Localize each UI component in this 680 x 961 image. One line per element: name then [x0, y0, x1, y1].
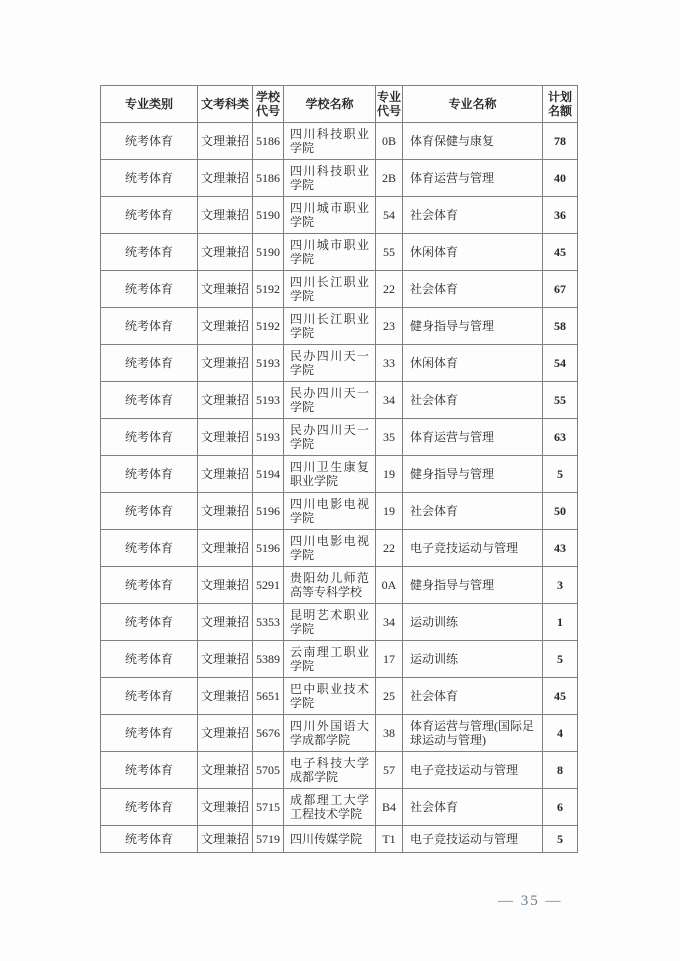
school-name-cell: 四川长江职业学院 [284, 308, 376, 345]
category-cell: 统考体育 [101, 160, 198, 197]
school-name-cell: 四川城市职业学院 [284, 234, 376, 271]
header-quota: 计划名额 [543, 86, 578, 123]
table-row [101, 419, 578, 456]
quota-cell: 40 [543, 160, 578, 197]
school-code-cell: 5651 [253, 678, 284, 715]
major-name-cell: 休闲体育 [403, 234, 543, 271]
category-cell: 统考体育 [101, 345, 198, 382]
quota-cell: 5 [543, 456, 578, 493]
category-cell: 统考体育 [101, 382, 198, 419]
header-major-code: 专业代号 [376, 86, 403, 123]
school-name-cell: 四川科技职业学院 [284, 160, 376, 197]
category-cell: 统考体育 [101, 826, 198, 853]
major-code-cell: 33 [376, 345, 403, 382]
category-cell: 统考体育 [101, 197, 198, 234]
exam-type-cell: 文理兼招 [198, 530, 253, 567]
school-name-cell: 民办四川天一学院 [284, 419, 376, 456]
category-cell: 统考体育 [101, 234, 198, 271]
table-row [101, 604, 578, 641]
quota-cell: 63 [543, 419, 578, 456]
exam-type-cell: 文理兼招 [198, 493, 253, 530]
table-row [101, 160, 578, 197]
header-exam-type: 文考科类 [198, 86, 253, 123]
quota-cell: 3 [543, 567, 578, 604]
major-name-cell: 社会体育 [403, 197, 543, 234]
exam-type-cell: 文理兼招 [198, 826, 253, 853]
exam-type-cell: 文理兼招 [198, 160, 253, 197]
major-name-cell: 健身指导与管理 [403, 308, 543, 345]
school-code-cell: 5719 [253, 826, 284, 853]
exam-type-cell: 文理兼招 [198, 456, 253, 493]
major-code-cell: 25 [376, 678, 403, 715]
header-school-name: 学校名称 [284, 86, 376, 123]
major-name-cell: 电子竞技运动与管理 [403, 826, 543, 853]
major-name-cell: 社会体育 [403, 678, 543, 715]
school-name-cell: 云南理工职业学院 [284, 641, 376, 678]
major-code-cell: 34 [376, 382, 403, 419]
quota-cell: 5 [543, 826, 578, 853]
school-name-cell: 四川电影电视学院 [284, 493, 376, 530]
table-row [101, 197, 578, 234]
school-name-cell: 四川电影电视学院 [284, 530, 376, 567]
page-number: — 35 — [498, 893, 563, 909]
school-code-cell: 5190 [253, 197, 284, 234]
major-code-cell: B4 [376, 789, 403, 826]
school-name-cell: 四川长江职业学院 [284, 271, 376, 308]
major-name-cell: 运动训练 [403, 604, 543, 641]
exam-type-cell: 文理兼招 [198, 197, 253, 234]
school-code-cell: 5389 [253, 641, 284, 678]
school-code-cell: 5190 [253, 234, 284, 271]
exam-type-cell: 文理兼招 [198, 271, 253, 308]
major-name-cell: 体育运营与管理(国际足球运动与管理) [403, 715, 543, 752]
school-code-cell: 5194 [253, 456, 284, 493]
category-cell: 统考体育 [101, 419, 198, 456]
school-name-cell: 昆明艺术职业学院 [284, 604, 376, 641]
table-row [101, 641, 578, 678]
exam-type-cell: 文理兼招 [198, 382, 253, 419]
category-cell: 统考体育 [101, 123, 198, 160]
quota-cell: 78 [543, 123, 578, 160]
table-row [101, 530, 578, 567]
quota-cell: 45 [543, 234, 578, 271]
table-row [101, 567, 578, 604]
quota-cell: 50 [543, 493, 578, 530]
table-row [101, 826, 578, 853]
quota-cell: 5 [543, 641, 578, 678]
table-row [101, 493, 578, 530]
school-name-cell: 民办四川天一学院 [284, 345, 376, 382]
school-code-cell: 5676 [253, 715, 284, 752]
major-code-cell: 22 [376, 530, 403, 567]
school-code-cell: 5196 [253, 493, 284, 530]
exam-type-cell: 文理兼招 [198, 789, 253, 826]
major-name-cell: 运动训练 [403, 641, 543, 678]
school-code-cell: 5193 [253, 419, 284, 456]
table-header-row [101, 86, 578, 123]
exam-type-cell: 文理兼招 [198, 234, 253, 271]
school-code-cell: 5193 [253, 345, 284, 382]
major-name-cell: 健身指导与管理 [403, 456, 543, 493]
table-row [101, 382, 578, 419]
exam-type-cell: 文理兼招 [198, 604, 253, 641]
quota-cell: 36 [543, 197, 578, 234]
category-cell: 统考体育 [101, 530, 198, 567]
major-code-cell: 57 [376, 752, 403, 789]
category-cell: 统考体育 [101, 752, 198, 789]
category-cell: 统考体育 [101, 604, 198, 641]
quota-cell: 6 [543, 789, 578, 826]
quota-cell: 55 [543, 382, 578, 419]
exam-type-cell: 文理兼招 [198, 752, 253, 789]
exam-type-cell: 文理兼招 [198, 715, 253, 752]
quota-cell: 8 [543, 752, 578, 789]
category-cell: 统考体育 [101, 715, 198, 752]
major-name-cell: 社会体育 [403, 493, 543, 530]
exam-type-cell: 文理兼招 [198, 678, 253, 715]
school-name-cell: 成都理工大学工程技术学院 [284, 789, 376, 826]
major-code-cell: 2B [376, 160, 403, 197]
major-code-cell: 0A [376, 567, 403, 604]
major-name-cell: 社会体育 [403, 382, 543, 419]
major-code-cell: 17 [376, 641, 403, 678]
school-code-cell: 5186 [253, 160, 284, 197]
major-name-cell: 社会体育 [403, 271, 543, 308]
major-code-cell: 35 [376, 419, 403, 456]
exam-type-cell: 文理兼招 [198, 641, 253, 678]
exam-type-cell: 文理兼招 [198, 345, 253, 382]
table-row [101, 234, 578, 271]
school-name-cell: 四川卫生康复职业学院 [284, 456, 376, 493]
table-row [101, 271, 578, 308]
school-name-cell: 电子科技大学成都学院 [284, 752, 376, 789]
header-major-name: 专业名称 [403, 86, 543, 123]
quota-cell: 67 [543, 271, 578, 308]
table-row [101, 678, 578, 715]
school-code-cell: 5196 [253, 530, 284, 567]
table-row [101, 345, 578, 382]
school-name-cell: 四川城市职业学院 [284, 197, 376, 234]
school-code-cell: 5186 [253, 123, 284, 160]
school-name-cell: 巴中职业技术学院 [284, 678, 376, 715]
major-name-cell: 体育保健与康复 [403, 123, 543, 160]
major-name-cell: 健身指导与管理 [403, 567, 543, 604]
exam-type-cell: 文理兼招 [198, 123, 253, 160]
major-code-cell: 55 [376, 234, 403, 271]
school-name-cell: 民办四川天一学院 [284, 382, 376, 419]
category-cell: 统考体育 [101, 308, 198, 345]
school-name-cell: 四川科技职业学院 [284, 123, 376, 160]
category-cell: 统考体育 [101, 641, 198, 678]
table-row [101, 752, 578, 789]
school-code-cell: 5291 [253, 567, 284, 604]
major-code-cell: 22 [376, 271, 403, 308]
table-row [101, 789, 578, 826]
table-row [101, 123, 578, 160]
major-name-cell: 电子竞技运动与管理 [403, 530, 543, 567]
category-cell: 统考体育 [101, 567, 198, 604]
quota-cell: 43 [543, 530, 578, 567]
major-code-cell: 54 [376, 197, 403, 234]
admission-plan-table [100, 85, 578, 853]
major-code-cell: 19 [376, 493, 403, 530]
major-name-cell: 体育运营与管理 [403, 419, 543, 456]
quota-cell: 45 [543, 678, 578, 715]
major-name-cell: 休闲体育 [403, 345, 543, 382]
category-cell: 统考体育 [101, 789, 198, 826]
major-code-cell: 38 [376, 715, 403, 752]
school-code-cell: 5353 [253, 604, 284, 641]
school-name-cell: 四川外国语大学成都学院 [284, 715, 376, 752]
major-name-cell: 电子竞技运动与管理 [403, 752, 543, 789]
table-row [101, 308, 578, 345]
exam-type-cell: 文理兼招 [198, 308, 253, 345]
school-code-cell: 5193 [253, 382, 284, 419]
school-code-cell: 5715 [253, 789, 284, 826]
header-school-code: 学校代号 [253, 86, 284, 123]
category-cell: 统考体育 [101, 456, 198, 493]
school-name-cell: 贵阳幼儿师范高等专科学校 [284, 567, 376, 604]
table-row [101, 715, 578, 752]
school-name-cell: 四川传媒学院 [284, 826, 376, 853]
major-code-cell: 0B [376, 123, 403, 160]
quota-cell: 58 [543, 308, 578, 345]
major-code-cell: 23 [376, 308, 403, 345]
category-cell: 统考体育 [101, 678, 198, 715]
category-cell: 统考体育 [101, 493, 198, 530]
header-major-category: 专业类别 [101, 86, 198, 123]
school-code-cell: 5192 [253, 308, 284, 345]
school-code-cell: 5192 [253, 271, 284, 308]
major-code-cell: 19 [376, 456, 403, 493]
major-code-cell: T1 [376, 826, 403, 853]
quota-cell: 4 [543, 715, 578, 752]
school-code-cell: 5705 [253, 752, 284, 789]
category-cell: 统考体育 [101, 271, 198, 308]
major-code-cell: 34 [376, 604, 403, 641]
table-row [101, 456, 578, 493]
major-name-cell: 社会体育 [403, 789, 543, 826]
table-body [101, 123, 578, 853]
exam-type-cell: 文理兼招 [198, 567, 253, 604]
quota-cell: 1 [543, 604, 578, 641]
major-name-cell: 体育运营与管理 [403, 160, 543, 197]
quota-cell: 54 [543, 345, 578, 382]
exam-type-cell: 文理兼招 [198, 419, 253, 456]
